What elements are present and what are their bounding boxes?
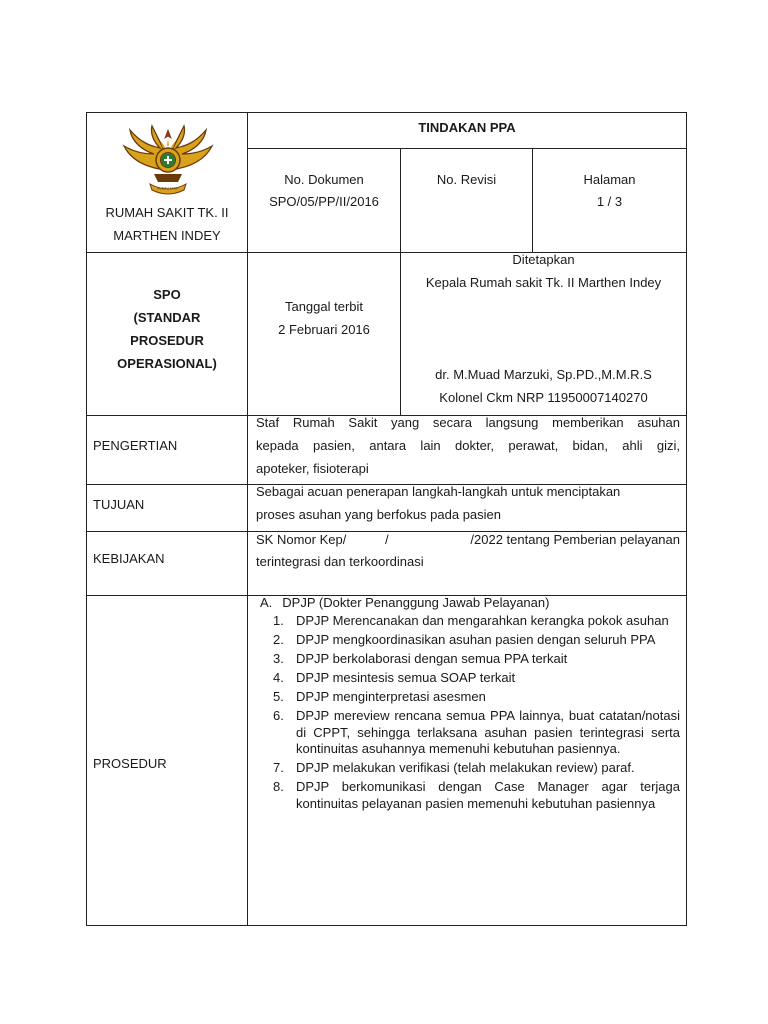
doc-number-value: SPO/05/PP/II/2016 xyxy=(269,194,379,209)
procedure-step xyxy=(259,708,680,758)
procedure-step-text: DPJP mereview rencana semua PPA lainnya, buat catatan/notasi di CPPT, sehingga terlaksana asuhan pasien terintegrasi serta kontinuitas asuhannya memenuhi kebutuhan pasiennya. xyxy=(296,708,680,756)
issue-date-label: Tanggal terbit xyxy=(284,299,364,314)
procedure-step-text: DPJP Merencanakan dan mengarahkan kerangka pokok asuhan xyxy=(296,613,669,628)
procedure-step-text: DPJP mesintesis semua SOAP terkait xyxy=(296,670,516,685)
procedure-step xyxy=(259,670,680,687)
procedure-step xyxy=(259,651,680,668)
section-title: DPJP (Dokter Penanggung Jawab Pelayanan) xyxy=(282,595,550,610)
spo-heading-line2: (STANDAR xyxy=(133,310,201,325)
prosedur-label: PROSEDUR xyxy=(93,756,167,771)
page-value: 1 / 3 xyxy=(596,194,623,209)
page-label: Halaman xyxy=(583,172,636,187)
spo-heading-line3: PROSEDUR xyxy=(130,333,204,348)
kebijakan-text-line2: terintegrasi dan terkoordinasi xyxy=(256,554,424,569)
prosedur-section-heading xyxy=(260,594,680,612)
section-marker: A. xyxy=(260,595,273,610)
kebijakan-label: KEBIJAKAN xyxy=(93,551,165,566)
pengertian-text-line1: Staf Rumah Sakit yang secara langsung memberikan asuhan xyxy=(256,415,680,430)
signer-rank: Kolonel Ckm NRP 11950007140270 xyxy=(439,390,648,405)
procedure-step-number: 7. xyxy=(273,760,284,775)
procedure-step-number: 4. xyxy=(273,670,284,685)
tujuan-label: TUJUAN xyxy=(93,497,145,512)
hospital-emblem-logo xyxy=(120,124,216,200)
procedure-step-number: 8. xyxy=(273,779,284,794)
kebijakan-sk-prefix: SK Nomor Kep/ xyxy=(256,532,347,547)
procedure-step-number: 2. xyxy=(273,632,284,647)
procedure-step-number: 5. xyxy=(273,689,284,704)
procedure-step-number: 1. xyxy=(273,613,284,628)
tujuan-text-line2: proses asuhan yang berfokus pada pasien xyxy=(256,507,502,522)
kebijakan-sk-suffix: /2022 tentang Pemberian pelayanan xyxy=(470,532,680,547)
procedure-step-text: DPJP mengkoordinasikan asuhan pasien dengan seluruh PPA xyxy=(296,632,656,647)
pengertian-label: PENGERTIAN xyxy=(93,438,178,453)
procedure-step-number: 6. xyxy=(273,708,284,723)
procedure-step xyxy=(259,613,680,630)
cell-revision xyxy=(400,148,533,253)
revision-label: No. Revisi xyxy=(436,172,497,187)
prosedur-steps-list xyxy=(259,613,680,815)
approval-label: Ditetapkan xyxy=(512,252,575,267)
approval-authority: Kepala Rumah sakit Tk. II Marthen Indey xyxy=(425,275,662,290)
procedure-step-text: DPJP menginterpretasi asesmen xyxy=(296,689,486,704)
procedure-step xyxy=(259,779,680,812)
procedure-step-number: 3. xyxy=(273,651,284,666)
signer-name: dr. M.Muad Marzuki, Sp.PD.,M.M.R.S xyxy=(435,367,652,382)
spo-heading: SPO xyxy=(153,287,181,302)
hospital-name-line1: RUMAH SAKIT TK. II xyxy=(105,205,229,220)
kebijakan-sk-separator: / xyxy=(385,532,389,547)
spo-document xyxy=(86,112,687,926)
pengertian-text-line2: kepada pasien, antara lain dokter, perawat, bidan, ahli gizi, xyxy=(256,438,680,453)
procedure-step xyxy=(259,760,680,777)
doc-number-label: No. Dokumen xyxy=(284,172,364,187)
spo-heading-line4: OPERASIONAL) xyxy=(117,356,217,371)
tujuan-text-line1: Sebagai acuan penerapan langkah-langkah untuk menciptakan xyxy=(256,484,621,499)
procedure-step-text: DPJP berkomunikasi dengan Case Manager agar terjaga kontinuitas pelayanan pasien memenuhi kebutuhan pasiennya xyxy=(296,779,680,811)
procedure-step-text: DPJP berkolaborasi dengan semua PPA terkait xyxy=(296,651,568,666)
issue-date-value: 2 Februari 2016 xyxy=(278,322,370,337)
kebijakan-text-line1 xyxy=(256,531,680,549)
svg-text:RUMAH SAKIT: RUMAH SAKIT xyxy=(157,186,179,191)
procedure-step xyxy=(259,632,680,649)
procedure-step-text: DPJP melakukan verifikasi (telah melakukan review) paraf. xyxy=(296,760,635,775)
pengertian-text-line3: apoteker, fisioterapi xyxy=(256,461,369,476)
hospital-name-line2: MARTHEN INDEY xyxy=(113,228,221,243)
procedure-step xyxy=(259,689,680,706)
document-title: TINDAKAN PPA xyxy=(418,120,516,135)
